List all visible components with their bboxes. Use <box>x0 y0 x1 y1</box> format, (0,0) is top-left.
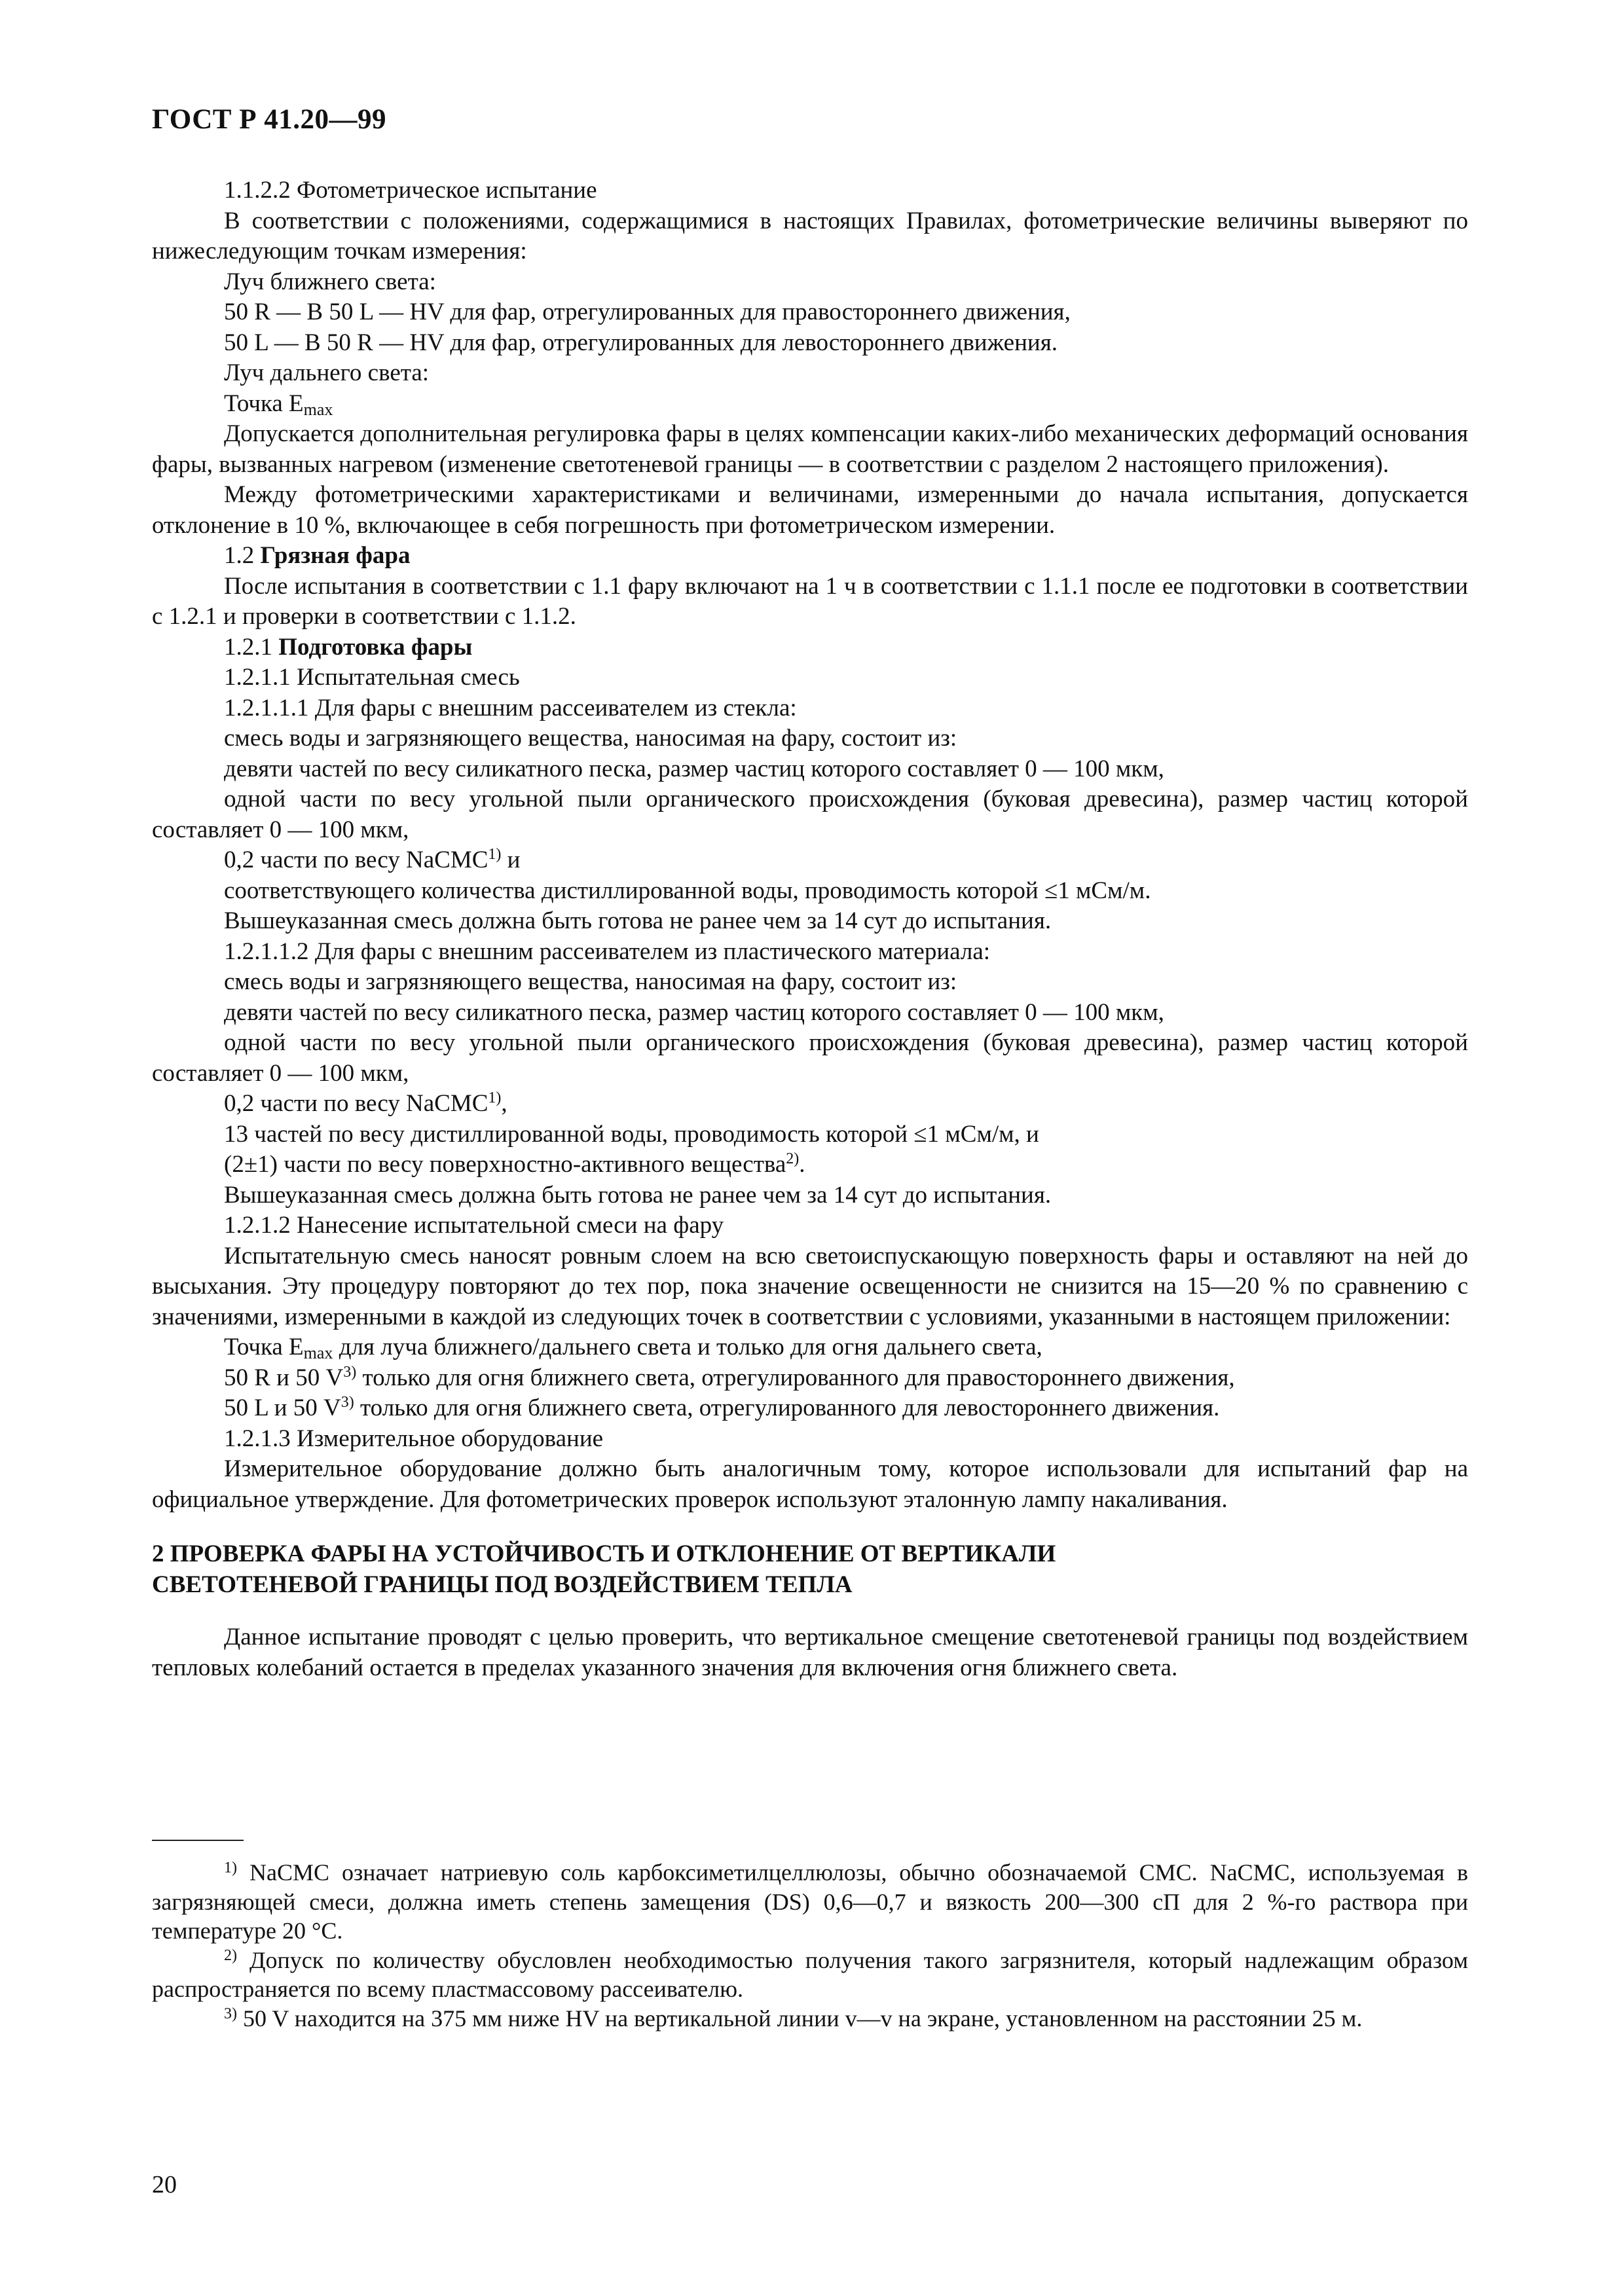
paragraph: 1.2.1.1.1 Для фары с внешним рассеивателем из стекла: <box>224 694 797 721</box>
paragraph <box>152 1089 1468 1120</box>
section-heading-line: 2 ПРОВЕРКА ФАРЫ НА УСТОЙЧИВОСТЬ И ОТКЛОНЕНИЕ ОТ ВЕРТИКАЛИ <box>152 1540 1056 1567</box>
footnote-mark: 1) <box>224 1859 237 1876</box>
text-span: и <box>501 847 521 873</box>
paragraph: одной части по весу угольной пыли органического происхождения (буковая древесина), размер частиц которой составляет 0 — 100 мкм, <box>152 786 1468 843</box>
paragraph: 1.2.1.1.2 Для фары с внешним рассеивателем из пластического материала: <box>224 938 991 965</box>
text-span: 0,2 части по весу NaCMC <box>224 847 488 873</box>
text-span: . <box>799 1151 805 1178</box>
text-span: 50 R и 50 V <box>224 1364 344 1391</box>
paragraph <box>152 1332 1468 1363</box>
paragraph: соответствующего количества дистиллированной воды, проводимость которой ≤1 мСм/м. <box>224 877 1151 904</box>
text-span: 0,2 части по весу NaCMC <box>224 1090 488 1117</box>
subscript: max <box>303 399 333 419</box>
footnote-ref: 1) <box>488 846 502 863</box>
document-body <box>152 175 1468 1683</box>
paragraph: Испытательную смесь наносят ровным слоем на всю светоиспускающую поверхность фары и оставляют на ней до высыхания. Эту процедуру повторяют до тех пор, пока значение освещенности не снизится на 15—20 % по сравнению с значениями, измеренными в каждой из следующих точек в соответствии с условиями, указанными в настоящем приложении: <box>152 1242 1468 1330</box>
section-title: Подготовка фары <box>278 633 473 661</box>
paragraph: Допускается дополнительная регулировка фары в целях компенсации каких-либо механических деформаций основания фары, вызванных нагревом (изменение светотеневой границы — в соответствии с разделом 2 настоящего приложения). <box>152 420 1468 478</box>
paragraph: 1.2.1.2 Нанесение испытательной смеси на фару <box>224 1212 724 1239</box>
section-number: 1.2.1 <box>224 633 272 661</box>
section-title: Грязная фара <box>260 542 411 569</box>
paragraph: После испытания в соответствии с 1.1 фару включают на 1 ч в соответствии с 1.1.1 после ее подготовки в соответствии с 1.2.1 и проверки в соответствии с 1.1.2. <box>152 572 1468 630</box>
footnote-divider <box>152 1840 244 1841</box>
paragraph: Луч дальнего света: <box>224 359 430 386</box>
paragraph <box>152 1393 1468 1424</box>
text-span: Точка E <box>224 390 304 417</box>
footnote-text: 50 V находится на 375 мм ниже HV на вертикальной линии v—v на экране, установленном на расстоянии 25 м. <box>237 2005 1363 2032</box>
paragraph: Луч ближнего света: <box>224 268 436 295</box>
paragraph: В соответствии с положениями, содержащимися в настоящих Правилах, фотометрические величины выверяют по нижеследующим точкам измерения: <box>152 207 1468 264</box>
footnote-mark: 2) <box>224 1946 237 1964</box>
text-span: Точка E <box>224 1334 304 1360</box>
paragraph: девяти частей по весу силикатного песка, размер частиц которого составляет 0 — 100 мкм, <box>224 998 1164 1026</box>
footnotes <box>152 1840 1468 2033</box>
paragraph: 1.2.1.3 Измерительное оборудование <box>224 1425 604 1452</box>
section-number: 1.2 <box>224 542 255 569</box>
paragraph: 13 частей по весу дистиллированной воды, проводимость которой ≤1 мСм/м, и <box>224 1120 1039 1148</box>
text-span: 50 L и 50 V <box>224 1394 341 1421</box>
subscript: max <box>303 1343 333 1362</box>
subsection-heading <box>152 632 1468 663</box>
paragraph: Вышеуказанная смесь должна быть готова не ранее чем за 14 сут до испытания. <box>224 907 1052 934</box>
paragraph <box>152 1363 1468 1394</box>
footnote <box>152 2004 1468 2033</box>
paragraph: смесь воды и загрязняющего вещества, наносимая на фару, состоит из: <box>224 968 957 995</box>
text-span: только для огня ближнего света, отрегулированного для левостороннего движения. <box>354 1394 1220 1421</box>
footnote-ref: 2) <box>786 1150 800 1167</box>
paragraph: 50 L — B 50 R — HV для фар, отрегулированных для левостороннего движения. <box>224 329 1058 356</box>
footnote-ref: 3) <box>343 1363 357 1381</box>
document-header: ГОСТ Р 41.20—99 <box>152 104 387 135</box>
text-span: (2±1) части по весу поверхностно-активного вещества <box>224 1151 786 1178</box>
footnote <box>152 1946 1468 2004</box>
paragraph <box>152 845 1468 876</box>
paragraph: 1.1.2.2 Фотометрическое испытание <box>224 177 597 204</box>
paragraph: Данное испытание проводят с целью проверить, что вертикальное смещение светотеневой границы под воздействием тепловых колебаний остается в пределах указанного значения для включения огня ближнего света. <box>152 1624 1468 1681</box>
paragraph: одной части по весу угольной пыли органического происхождения (буковая древесина), размер частиц которой составляет 0 — 100 мкм, <box>152 1029 1468 1087</box>
subsection-heading <box>152 541 1468 572</box>
paragraph: девяти частей по весу силикатного песка, размер частиц которого составляет 0 — 100 мкм, <box>224 755 1164 782</box>
section-heading <box>152 1539 1468 1600</box>
footnote-text: NaCMC означает натриевую соль карбоксиметилцеллюлозы, обычно обозначаемой CMC. NaCMC, используемая в загрязняющей смеси, должна иметь степень замещения (DS) 0,6—0,7 и вязкость 200—300 сП для 2 %-го раствора при температуре 20 °С. <box>152 1859 1468 1944</box>
paragraph: 50 R — B 50 L — HV для фар, отрегулированных для правостороннего движения, <box>224 299 1071 325</box>
paragraph <box>152 1150 1468 1180</box>
text-span: для луча ближнего/дальнего света и только для огня дальнего света, <box>333 1334 1042 1360</box>
footnote <box>152 1858 1468 1946</box>
paragraph: Измерительное оборудование должно быть аналогичным тому, которое использовали для испытаний фар на официальное утверждение. Для фотометрических проверок используют эталонную лампу накаливания. <box>152 1455 1468 1513</box>
paragraph: смесь воды и загрязняющего вещества, наносимая на фару, состоит из: <box>224 725 957 752</box>
footnote-text: Допуск по количеству обусловлен необходимостью получения такого загрязнителя, который надлежащим образом распространяется по всему пластмассовому рассеивателю. <box>152 1946 1468 2002</box>
section-heading-line: СВЕТОТЕНЕВОЙ ГРАНИЦЫ ПОД ВОЗДЕЙСТВИЕМ ТЕПЛА <box>152 1571 853 1598</box>
footnote-mark: 3) <box>224 2005 237 2022</box>
paragraph: 1.2.1.1 Испытательная смесь <box>224 664 520 691</box>
paragraph: Вышеуказанная смесь должна быть готова не ранее чем за 14 сут до испытания. <box>224 1181 1052 1209</box>
footnote-ref: 3) <box>341 1394 354 1411</box>
text-span: только для огня ближнего света, отрегулированного для правостороннего движения, <box>356 1364 1235 1391</box>
paragraph: Между фотометрическими характеристиками и величинами, измеренными до начала испытания, допускается отклонение в 10 %, включающее в себя погрешность при фотометрическом измерении. <box>152 481 1468 539</box>
text-span: , <box>501 1090 507 1117</box>
page-number: 20 <box>152 2171 177 2198</box>
paragraph <box>152 389 1468 420</box>
footnote-ref: 1) <box>488 1089 502 1106</box>
